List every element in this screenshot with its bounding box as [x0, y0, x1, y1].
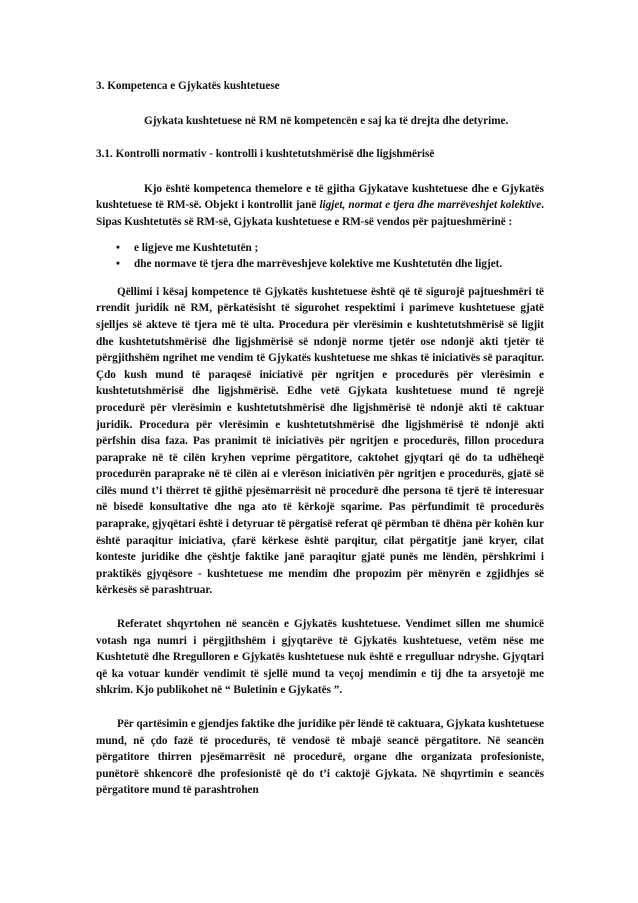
list-item [116, 240, 544, 257]
list-item-text: e ligjeve me Kushtetutën ; [134, 241, 259, 254]
competence-text-end: . Sipas Kushtetutës së RM-së, Gjykata kushtetuese e RM-së vendos për pajtueshmërinë : [96, 199, 544, 228]
list-item-text: dhe normave të tjera dhe marrëveshjeve kolektive me Kushtetutën dhe ligjet. [134, 258, 503, 271]
list-item [116, 256, 544, 273]
intro-paragraph: Gjykata kushtetuese në RM në kompetencën e saj ka të drejta dhe detyrime. [144, 114, 509, 127]
subsection-heading: 3.1. Kontrolli normativ - kontrolli i kushtetutshmërisë dhe ligjshmërisë [96, 148, 435, 161]
bullet-icon: • [116, 258, 120, 271]
bullet-icon: • [116, 241, 120, 254]
competence-text-italic: ligjet, normat e tjera dhe marrëveshjet kolektive [319, 199, 542, 212]
reports-paragraph: Referatet shqyrtohen në seancën e Gjykatës kushtetuese. Vendimet sillen me shumicë votash nga numri i përgjithshëm i gjyqtarëve të Gjykatës kushtetuese, vetëm nëse me Kushtetutë dhe Rregulloren e Gjykatës kushtetuese nuk është e rregulluar ndryshe. Gjyqtari që ka votuar kundër vendimit të sjellë mund ta veçoj mendimin e tij dhe ta arsyetojë me shkrim. Kjo publikohet në “ Buletinin e Gjykatës ”. [96, 618, 544, 697]
competence-text-start: Kjo është kompetenca themelore e të gjitha Gjykatave kushtetuese dhe e Gjykatës kushtetuese të RM-së. Objekt i kontrollit janë [96, 182, 544, 212]
purpose-paragraph: Qëllimi i kësaj kompetence të Gjykatës kushtetuese është që të sigurojë pajtueshmëri të rrendit juridik në RM, përkatësisht të sigurohet respektimi i parimeve kushtetuese gjatë sjelljes së akteve të tjera më të ulta. Procedura për vlerësimin e kushtetutshmërisë së ligjit dhe kushtetutshmërisë dhe ligjshmërisë së ndonjë norme tjetër ose ndonjë akti tjetër të përgjithshëm ngrihet me vendim të Gjykatës kushtetuese me shkas të iniciativës së paraqitur. Çdo kush mund të paraqesë iniciativë për ngritjen e procedurës për vlerësimin e kushtetutshmërisë dhe ligjshmërisë. Edhe vetë Gjykata kushtetuese mund të ngrejë procedurë për vlerësimin e kushtetutshmërisë dhe ligjshmërisë të ndonjë akti të caktuar juridik. Procedura për vlerësimin e kushtetutshmërisë dhe ligjshmërisë të ndonjë akti përfshin disa faza. Pas pranimit të iniciativës për ngritjen e procedurës, fillon procedura paraprake në të cilën kryhen veprime përgatitore, caktohet gjyqtari që do ta udhëheqë procedurën paraprake në të cilën ai e vlerëson iniciativën për ngritjen e procedurës, gjatë së cilës mund t’i thërret të gjithë pjesëmarrësit në procedurë dhe persona të tjerë të interesuar në bisedë konsultative dhe nga ato të kërkojë sqarime. Pas përfundimit të procedurës paraprake, gjyqëtari është i detyruar të përgatisë referat që përmban të dhëna për kohën kur është paraqitur iniciativa, çfarë kërkese është parqitur, cilat përgatitje janë kryer, cilat konteste juridike dhe çështje faktike janë paraqitur gjatë punës me lëndën, përshkrimi i praktikës gjyqësore - kushtetuese me mendim dhe propozim për mënyrën e zgjidhjes së kërkesës së parashtruar. [96, 285, 544, 597]
competence-paragraph [96, 181, 544, 231]
preparatory-session-paragraph: Për qartësimin e gjendjes faktike dhe juridike për lëndë të caktuara, Gjykata kushtetuese mund, në çdo fazë të procedurës, të vendosë të mbajë seancë përgatitore. Në seancën përgatitore thirren pjesëmarrësit në procedurë, organe dhe organizata profesioniste, punëtorë shkencorë dhe profesionistë që do t’i caktojë Gjykata. Në shqyrtimin e seancës përgatitore mund të parashtrohen [96, 718, 544, 797]
compatibility-list [96, 240, 544, 273]
section-heading: 3. Kompetenca e Gjykatës kushtetuese [96, 80, 280, 92]
